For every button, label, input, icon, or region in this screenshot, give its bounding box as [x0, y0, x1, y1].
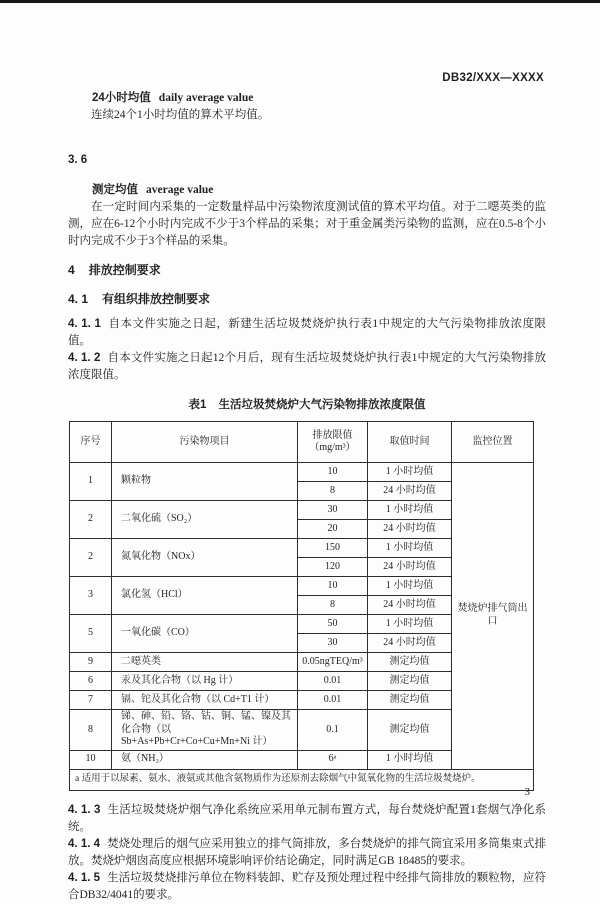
cell-serial: 7	[70, 691, 112, 710]
cell-serial: 2	[70, 539, 112, 577]
clause-4-1-1-number: 4. 1. 1	[68, 318, 101, 330]
scan-edge-line	[0, 0, 600, 3]
cell-time: 1 小时均值	[368, 615, 452, 634]
table-footnote: a 适用于以尿素、氨水、液氨或其他含氨物质作为还原剂去除烟气中氮氧化物的生活垃圾焚烧炉。	[70, 769, 534, 790]
table-row-particulate	[70, 463, 534, 482]
term-average-value-zh: 测定均值	[92, 184, 138, 196]
cell-time: 24 小时均值	[368, 634, 452, 653]
clause-number-3-6: 3. 6	[68, 154, 88, 166]
cell-serial: 8	[70, 710, 112, 751]
section-4-1-number: 4. 1	[68, 292, 89, 306]
cell-time: 1 小时均值	[368, 750, 452, 769]
clause-4-1-3	[68, 802, 546, 836]
clause-4-1-1	[68, 316, 546, 350]
section-4-number: 4	[68, 263, 75, 277]
document-code: DB32/XXX—XXXX	[442, 72, 544, 84]
cell-pollutant: 二噁英类	[112, 653, 298, 672]
cell-monitoring-location: 焚烧炉排气筒出口	[452, 463, 534, 770]
cell-limit: 120	[298, 558, 368, 577]
cell-serial: 5	[70, 615, 112, 653]
cell-limit: 10	[298, 463, 368, 482]
cell-pollutant: 二氧化硫（SO₂）	[112, 501, 298, 539]
cell-time: 24 小时均值	[368, 596, 452, 615]
page-body	[68, 90, 546, 904]
table-1-caption	[68, 397, 546, 414]
clause-4-1-3-text: 生活垃圾焚烧炉烟气净化系统应采用单元制布置方式，每台焚烧炉配置1套烟气净化系统。	[68, 803, 546, 833]
clause-4-1-5-text: 生活垃圾焚烧排污单位在物料装卸、贮存及预处理过程中经排气筒排放的颗粒物，应符合DB32/4041的要求。	[68, 871, 547, 901]
cell-pollutant: 镉、铊及其化合物（以 Cd+T1 计）	[112, 691, 298, 710]
cell-serial: 10	[70, 750, 112, 769]
cell-serial: 9	[70, 653, 112, 672]
cell-limit: 0.01	[298, 691, 368, 710]
cell-limit: 10	[298, 577, 368, 596]
cell-serial: 6	[70, 672, 112, 691]
cell-time: 24 小时均值	[368, 558, 452, 577]
header-serial: 序号	[70, 422, 112, 463]
section-4-1-title: 有组织排放控制要求	[102, 292, 211, 306]
cell-limit: 20	[298, 520, 368, 539]
clause-4-1-5	[68, 870, 546, 904]
header-limit	[298, 422, 368, 463]
cell-limit: 150	[298, 539, 368, 558]
table-footnote-row	[70, 769, 534, 790]
term-24h-average	[68, 90, 546, 107]
term-24h-average-definition: 连续24个1小时均值的算术平均值。	[91, 109, 270, 121]
cell-serial: 2	[70, 501, 112, 539]
cell-pollutant: 氮氧化物（NOx）	[112, 539, 298, 577]
cell-time: 1 小时均值	[368, 539, 452, 558]
page-number: 3	[524, 786, 530, 798]
term-24h-average-zh: 24小时均值	[92, 92, 151, 104]
cell-serial: 1	[70, 463, 112, 501]
cell-pollutant: 氨（NH₃）	[112, 750, 298, 769]
cell-limit: 30	[298, 501, 368, 520]
cell-time: 24 小时均值	[368, 520, 452, 539]
cell-pollutant: 一氧化碳（CO）	[112, 615, 298, 653]
section-4-1-heading	[68, 291, 546, 308]
section-4-heading	[68, 262, 546, 279]
clause-4-1-4-number: 4. 1. 4	[68, 837, 101, 850]
term-24h-average-en: daily average value	[158, 92, 254, 104]
cell-time: 测定均值	[368, 672, 452, 691]
term-average-value-definition: 在一定时间内采集的一定数量样品中污染物浓度测试值的算术平均值。对于二噁英类的监测，应在6-12个小时内完成不少于3个样品的采集；对于重金属类污染物的监测，应在0.5-8个小时内完成不少于3个样品的采集。	[68, 201, 546, 247]
cell-limit: 50	[298, 615, 368, 634]
cell-time: 1 小时均值	[368, 463, 452, 482]
cell-limit: 30	[298, 634, 368, 653]
clause-4-1-5-number: 4. 1. 5	[68, 871, 101, 884]
cell-limit: 0.05ngTEQ/m³	[298, 653, 368, 672]
header-time: 取值时间	[368, 422, 452, 463]
cell-serial: 3	[70, 577, 112, 615]
term-average-value-en: average value	[146, 184, 214, 196]
table-1-caption-number: 表1	[188, 399, 207, 411]
cell-time: 1 小时均值	[368, 577, 452, 596]
cell-limit: 6ᵃ	[298, 750, 368, 769]
cell-limit: 0.01	[298, 672, 368, 691]
cell-time: 测定均值	[368, 653, 452, 672]
cell-time: 测定均值	[368, 710, 452, 751]
clause-4-1-3-number: 4. 1. 3	[68, 803, 101, 816]
clause-4-1-2-number: 4. 1. 2	[68, 352, 101, 364]
cell-time: 测定均值	[368, 691, 452, 710]
cell-pollutant: 颗粒物	[112, 463, 298, 501]
cell-time: 1 小时均值	[368, 501, 452, 520]
cell-pollutant: 锑、砷、铅、铬、钴、铜、锰、镍及其化合物（以 Sb+As+Pb+Cr+Co+Cu+Mn+Ni 计）	[112, 710, 298, 751]
cell-limit: 0.1	[298, 710, 368, 751]
clause-4-1-4-text: 焚烧处理后的烟气应采用独立的排气筒排放，多台焚烧炉的排气筒宜采用多筒集束式排放。焚烧炉烟囱高度应根据环境影响评价结论确定，同时满足GB 18485的要求。	[68, 837, 547, 867]
header-pollutant: 污染物项目	[112, 422, 298, 463]
cell-time: 24 小时均值	[368, 482, 452, 501]
table-header-row	[70, 422, 534, 463]
cell-pollutant: 氯化氢（HCl）	[112, 577, 298, 615]
clause-4-1-1-text: 自本文件实施之日起，新建生活垃圾焚烧炉执行表1中规定的大气污染物排放浓度限值。	[68, 318, 547, 347]
header-limit-line1: 排放限值	[312, 429, 353, 441]
clause-4-1-2-text: 自本文件实施之日起12个月后，现有生活垃圾焚烧炉执行表1中规定的大气污染物排放浓度限值。	[68, 352, 546, 381]
section-4-title: 排放控制要求	[88, 263, 161, 277]
clause-4-1-4	[68, 836, 546, 870]
header-location: 监控位置	[452, 422, 534, 463]
emission-limits-table	[69, 421, 534, 791]
table-1-caption-title: 生活垃圾焚烧炉大气污染物排放浓度限值	[218, 399, 426, 411]
cell-limit: 8	[298, 596, 368, 615]
clause-4-1-2	[68, 350, 546, 384]
cell-limit: 8	[298, 482, 368, 501]
header-limit-line2: （mg/m³）	[309, 442, 356, 453]
cell-pollutant: 汞及其化合物（以 Hg 计）	[112, 672, 298, 691]
term-average-value	[68, 182, 546, 199]
